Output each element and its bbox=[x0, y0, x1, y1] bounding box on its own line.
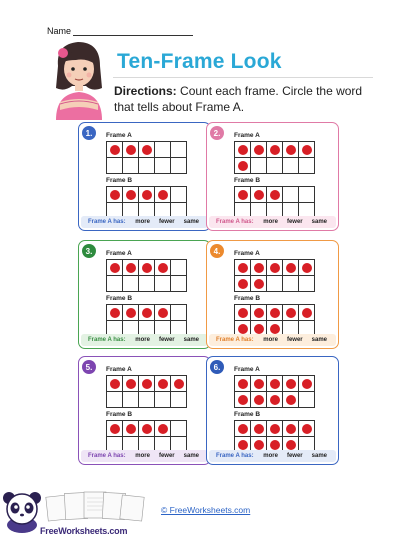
counter-dot bbox=[254, 424, 264, 434]
ten-frame-cell bbox=[123, 276, 139, 292]
option-same[interactable]: same bbox=[311, 219, 327, 225]
counter-dot bbox=[126, 308, 136, 318]
ten-frame-cell bbox=[251, 421, 267, 437]
counter-dot bbox=[238, 324, 248, 334]
title-divider bbox=[113, 77, 373, 78]
counter-dot bbox=[270, 324, 280, 334]
name-line[interactable] bbox=[73, 27, 193, 36]
ten-frame-cell bbox=[123, 421, 139, 437]
answer-bar bbox=[81, 450, 208, 462]
ten-frame-cell bbox=[171, 421, 187, 437]
ten-frame-cell bbox=[107, 392, 123, 408]
ten-frame-cell bbox=[155, 142, 171, 158]
counter-dot bbox=[126, 190, 136, 200]
counter-dot bbox=[270, 379, 280, 389]
ten-frame-cell bbox=[283, 376, 299, 392]
ten-frame-b bbox=[106, 304, 187, 337]
counter-dot bbox=[286, 145, 296, 155]
ten-frame-cell bbox=[235, 142, 251, 158]
frame-b-label: Frame B bbox=[234, 411, 261, 418]
answer-bar bbox=[209, 334, 336, 346]
page-title: Ten-Frame Look bbox=[117, 50, 282, 73]
option-more[interactable]: more bbox=[135, 453, 150, 459]
name-label: Name bbox=[47, 26, 72, 36]
counter-dot bbox=[158, 190, 168, 200]
counter-dot bbox=[238, 145, 248, 155]
counter-dot bbox=[126, 379, 136, 389]
problem-card-1 bbox=[78, 122, 211, 231]
counter-dot bbox=[110, 424, 120, 434]
name-field-row bbox=[47, 26, 193, 36]
option-fewer[interactable]: fewer bbox=[286, 219, 303, 225]
counter-dot bbox=[110, 145, 120, 155]
counter-dot bbox=[302, 263, 312, 273]
ten-frame-cell bbox=[251, 305, 267, 321]
counter-dot bbox=[254, 395, 264, 405]
ten-frame-cell bbox=[283, 142, 299, 158]
ten-frame-b bbox=[106, 186, 187, 219]
problem-card-2 bbox=[206, 122, 339, 231]
ten-frame-cell bbox=[299, 392, 315, 408]
ten-frame-cell bbox=[283, 158, 299, 174]
ten-frame-cell bbox=[171, 376, 187, 392]
ten-frame-cell bbox=[123, 260, 139, 276]
ten-frame-cell bbox=[171, 142, 187, 158]
counter-dot bbox=[254, 308, 264, 318]
counter-dot bbox=[254, 145, 264, 155]
counter-dot bbox=[238, 279, 248, 289]
counter-dot bbox=[174, 379, 184, 389]
ten-frame-b bbox=[234, 186, 315, 219]
frame-b-label: Frame B bbox=[234, 295, 261, 302]
ten-frame-cell bbox=[251, 142, 267, 158]
ten-frame-cell bbox=[299, 305, 315, 321]
counter-dot bbox=[286, 379, 296, 389]
answer-bar bbox=[81, 216, 208, 228]
counter-dot bbox=[142, 424, 152, 434]
counter-dot bbox=[286, 424, 296, 434]
counter-dot bbox=[270, 145, 280, 155]
ten-frame-cell bbox=[139, 158, 155, 174]
counter-dot bbox=[302, 308, 312, 318]
frame-b-label: Frame B bbox=[106, 411, 133, 418]
counter-dot bbox=[254, 440, 264, 450]
ten-frame-cell bbox=[283, 276, 299, 292]
problem-card-6 bbox=[206, 356, 339, 465]
option-more[interactable]: more bbox=[263, 337, 278, 343]
counter-dot bbox=[110, 190, 120, 200]
ten-frame-cell bbox=[235, 376, 251, 392]
ten-frame-cell bbox=[283, 392, 299, 408]
frame-a-label: Frame A bbox=[106, 250, 132, 257]
ten-frame-cell bbox=[139, 142, 155, 158]
counter-dot bbox=[286, 263, 296, 273]
counter-dot bbox=[302, 145, 312, 155]
ten-frame-cell bbox=[107, 276, 123, 292]
problem-number: 2. bbox=[210, 126, 224, 140]
counter-dot bbox=[126, 263, 136, 273]
counter-dot bbox=[142, 263, 152, 273]
worksheet-thumbnails-icon bbox=[45, 488, 145, 522]
ten-frame-cell bbox=[123, 158, 139, 174]
counter-dot bbox=[142, 308, 152, 318]
ten-frame-a bbox=[106, 375, 187, 408]
counter-dot bbox=[238, 263, 248, 273]
ten-frame-cell bbox=[267, 305, 283, 321]
ten-frame-cell bbox=[139, 187, 155, 203]
ten-frame-cell bbox=[251, 187, 267, 203]
ten-frame-cell bbox=[251, 376, 267, 392]
ten-frame-a bbox=[234, 375, 315, 408]
ten-frame-cell bbox=[123, 392, 139, 408]
ten-frame-cell bbox=[251, 158, 267, 174]
counter-dot bbox=[238, 190, 248, 200]
ten-frame-cell bbox=[299, 276, 315, 292]
ten-frame-cell bbox=[267, 276, 283, 292]
answer-bar bbox=[209, 450, 336, 462]
ten-frame-cell bbox=[251, 276, 267, 292]
ten-frame-cell bbox=[155, 276, 171, 292]
counter-dot bbox=[158, 263, 168, 273]
ten-frame-cell bbox=[171, 276, 187, 292]
counter-dot bbox=[286, 308, 296, 318]
counter-dot bbox=[158, 308, 168, 318]
counter-dot bbox=[238, 308, 248, 318]
ten-frame-cell bbox=[155, 376, 171, 392]
ten-frame-cell bbox=[299, 260, 315, 276]
ten-frame-cell bbox=[139, 260, 155, 276]
ten-frame-cell bbox=[299, 376, 315, 392]
problem-card-5 bbox=[78, 356, 211, 465]
problem-card-3 bbox=[78, 240, 211, 349]
ten-frame-cell bbox=[107, 376, 123, 392]
option-same[interactable]: same bbox=[183, 453, 199, 459]
answer-label: Frame A has: bbox=[88, 453, 126, 459]
option-same[interactable]: same bbox=[311, 453, 327, 459]
ten-frame-cell bbox=[107, 421, 123, 437]
ten-frame-cell bbox=[139, 392, 155, 408]
ten-frame-b bbox=[234, 304, 315, 337]
counter-dot bbox=[142, 379, 152, 389]
ten-frame-cell bbox=[283, 421, 299, 437]
problem-number: 4. bbox=[210, 244, 224, 258]
ten-frame-cell bbox=[107, 187, 123, 203]
counter-dot bbox=[126, 424, 136, 434]
ten-frame-cell bbox=[235, 276, 251, 292]
counter-dot bbox=[270, 440, 280, 450]
option-fewer[interactable]: fewer bbox=[286, 337, 303, 343]
problem-number: 6. bbox=[210, 360, 224, 374]
ten-frame-cell bbox=[251, 260, 267, 276]
counter-dot bbox=[238, 161, 248, 171]
counter-dot bbox=[126, 145, 136, 155]
ten-frame-cell bbox=[267, 392, 283, 408]
option-same[interactable]: same bbox=[183, 219, 199, 225]
problem-number: 5. bbox=[82, 360, 96, 374]
ten-frame-cell bbox=[171, 392, 187, 408]
ten-frame-cell bbox=[155, 260, 171, 276]
option-more[interactable]: more bbox=[263, 453, 278, 459]
ten-frame-cell bbox=[139, 376, 155, 392]
counter-dot bbox=[254, 324, 264, 334]
counter-dot bbox=[238, 395, 248, 405]
counter-dot bbox=[238, 379, 248, 389]
ten-frame-cell bbox=[107, 158, 123, 174]
ten-frame-cell bbox=[171, 305, 187, 321]
answer-label: Frame A has: bbox=[88, 219, 126, 225]
ten-frame-cell bbox=[235, 260, 251, 276]
ten-frame-cell bbox=[155, 187, 171, 203]
counter-dot bbox=[270, 190, 280, 200]
counter-dot bbox=[110, 379, 120, 389]
counter-dot bbox=[142, 190, 152, 200]
frame-a-label: Frame A bbox=[106, 366, 132, 373]
ten-frame-cell bbox=[267, 142, 283, 158]
ten-frame-cell bbox=[299, 158, 315, 174]
answer-label: Frame A has: bbox=[216, 453, 254, 459]
option-fewer[interactable]: fewer bbox=[286, 453, 303, 459]
ten-frame-cell bbox=[251, 392, 267, 408]
answer-label: Frame A has: bbox=[88, 337, 126, 343]
ten-frame-a bbox=[234, 259, 315, 292]
ten-frame-cell bbox=[171, 158, 187, 174]
problem-number: 1. bbox=[82, 126, 96, 140]
option-same[interactable]: same bbox=[311, 337, 327, 343]
option-more[interactable]: more bbox=[263, 219, 278, 225]
ten-frame-b bbox=[234, 420, 315, 453]
ten-frame-cell bbox=[155, 305, 171, 321]
ten-frame-cell bbox=[107, 142, 123, 158]
ten-frame-cell bbox=[155, 158, 171, 174]
ten-frame-cell bbox=[299, 142, 315, 158]
ten-frame-cell bbox=[299, 421, 315, 437]
ten-frame-a bbox=[234, 141, 315, 174]
frame-a-label: Frame A bbox=[234, 250, 260, 257]
ten-frame-cell bbox=[235, 158, 251, 174]
ten-frame-cell bbox=[267, 187, 283, 203]
counter-dot bbox=[302, 379, 312, 389]
ten-frame-cell bbox=[155, 392, 171, 408]
ten-frame-cell bbox=[123, 305, 139, 321]
counter-dot bbox=[270, 308, 280, 318]
frame-a-label: Frame A bbox=[234, 366, 260, 373]
counter-dot bbox=[254, 379, 264, 389]
option-fewer[interactable]: fewer bbox=[158, 337, 175, 343]
counter-dot bbox=[254, 263, 264, 273]
counter-dot bbox=[254, 279, 264, 289]
counter-dot bbox=[238, 440, 248, 450]
directions-lead: Directions: bbox=[114, 84, 177, 98]
ten-frame-cell bbox=[123, 376, 139, 392]
ten-frame-cell bbox=[299, 187, 315, 203]
ten-frame-cell bbox=[139, 305, 155, 321]
ten-frame-cell bbox=[235, 305, 251, 321]
answer-label: Frame A has: bbox=[216, 219, 254, 225]
panda-mascot-icon bbox=[2, 489, 42, 533]
counter-dot bbox=[158, 424, 168, 434]
ten-frame-a bbox=[106, 141, 187, 174]
option-more[interactable]: more bbox=[135, 219, 150, 225]
ten-frame-cell bbox=[155, 421, 171, 437]
ten-frame-cell bbox=[267, 158, 283, 174]
option-more[interactable]: more bbox=[135, 337, 150, 343]
counter-dot bbox=[270, 263, 280, 273]
counter-dot bbox=[286, 395, 296, 405]
counter-dot bbox=[238, 424, 248, 434]
counter-dot bbox=[110, 308, 120, 318]
option-fewer[interactable]: fewer bbox=[158, 219, 175, 225]
ten-frame-a bbox=[106, 259, 187, 292]
ten-frame-cell bbox=[267, 260, 283, 276]
ten-frame-cell bbox=[267, 376, 283, 392]
frame-b-label: Frame B bbox=[106, 295, 133, 302]
brand-logo-text: FreeWorksheets.com bbox=[40, 526, 128, 536]
copyright-link[interactable]: © FreeWorksheets.com bbox=[161, 505, 251, 515]
ten-frame-cell bbox=[235, 187, 251, 203]
counter-dot bbox=[158, 379, 168, 389]
counter-dot bbox=[254, 190, 264, 200]
directions-body: Count each frame. Circle the word that tells about Frame A. bbox=[114, 84, 363, 114]
ten-frame-cell bbox=[171, 187, 187, 203]
option-same[interactable]: same bbox=[183, 337, 199, 343]
girl-illustration bbox=[48, 36, 110, 120]
counter-dot bbox=[286, 440, 296, 450]
counter-dot bbox=[142, 145, 152, 155]
ten-frame-cell bbox=[107, 305, 123, 321]
ten-frame-cell bbox=[123, 187, 139, 203]
answer-label: Frame A has: bbox=[216, 337, 254, 343]
ten-frame-cell bbox=[171, 260, 187, 276]
ten-frame-cell bbox=[283, 187, 299, 203]
ten-frame-cell bbox=[107, 260, 123, 276]
ten-frame-cell bbox=[235, 392, 251, 408]
frame-a-label: Frame A bbox=[234, 132, 260, 139]
counter-dot bbox=[270, 424, 280, 434]
problem-number: 3. bbox=[82, 244, 96, 258]
problem-card-4 bbox=[206, 240, 339, 349]
ten-frame-cell bbox=[139, 421, 155, 437]
ten-frame-cell bbox=[267, 421, 283, 437]
frame-b-label: Frame B bbox=[234, 177, 261, 184]
ten-frame-cell bbox=[123, 142, 139, 158]
ten-frame-cell bbox=[139, 276, 155, 292]
counter-dot bbox=[302, 424, 312, 434]
ten-frame-cell bbox=[235, 421, 251, 437]
counter-dot bbox=[110, 263, 120, 273]
ten-frame-cell bbox=[283, 305, 299, 321]
ten-frame-cell bbox=[283, 260, 299, 276]
directions-text bbox=[114, 83, 372, 115]
frame-b-label: Frame B bbox=[106, 177, 133, 184]
option-fewer[interactable]: fewer bbox=[158, 453, 175, 459]
counter-dot bbox=[270, 395, 280, 405]
ten-frame-b bbox=[106, 420, 187, 453]
answer-bar bbox=[81, 334, 208, 346]
frame-a-label: Frame A bbox=[106, 132, 132, 139]
answer-bar bbox=[209, 216, 336, 228]
